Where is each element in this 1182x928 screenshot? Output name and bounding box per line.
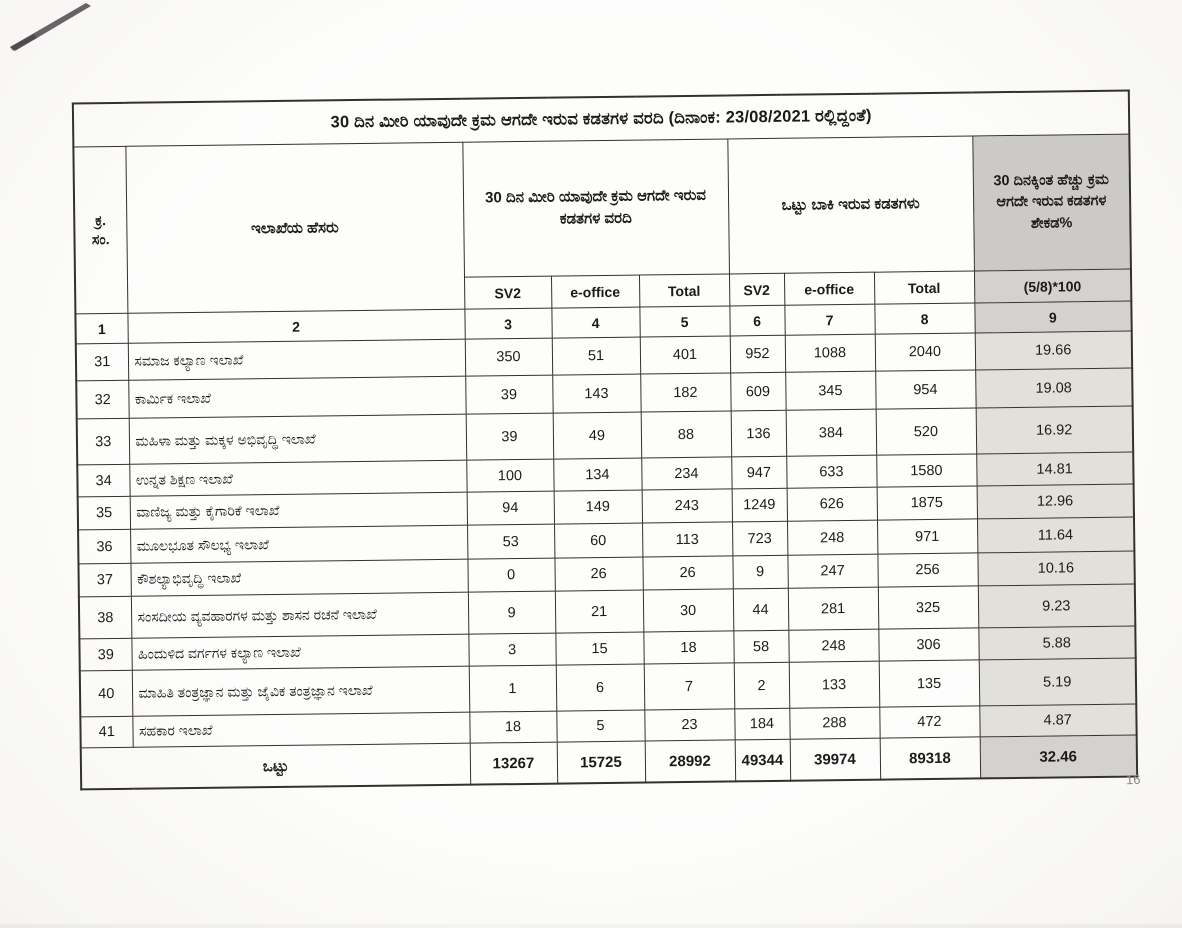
value-cell: 39 — [465, 375, 552, 414]
sub-header-eoffice: e-office — [551, 275, 639, 308]
value-cell: 234 — [641, 457, 731, 490]
value-cell: 472 — [879, 706, 979, 738]
percent-cell: 4.87 — [979, 704, 1136, 737]
value-cell: 281 — [788, 587, 879, 630]
value-cell: 9 — [732, 555, 787, 589]
column-number: 3 — [464, 308, 551, 339]
total-label: ಒಟ್ಟು — [81, 743, 470, 789]
department-name-cell: ಸಮಾಜ ಕಲ್ಯಾಣ ಇಲಾಖೆ — [128, 339, 465, 380]
total-value-cell: 39974 — [790, 738, 881, 781]
serial-cell: 41 — [80, 716, 132, 748]
department-name-cell: ಮಾಹಿತಿ ತಂತ್ರಜ್ಞಾನ ಮತ್ತು ಜೈವಿಕ ತಂತ್ರಜ್ಞಾನ ಇಲಾಖೆ — [132, 666, 470, 716]
value-cell: 26 — [554, 557, 642, 591]
column-number: 6 — [729, 305, 784, 336]
value-cell: 135 — [879, 660, 980, 707]
group-header-pending-30-days: 30 ದಿನ ಮೀರಿ ಯಾವುದೇ ಕ್ರಮ ಆಗದೇ ಇರುವ ಕಡತಗಳ ವರದಿ — [462, 139, 729, 277]
value-cell: 94 — [467, 491, 554, 525]
serial-number-header — [73, 146, 127, 314]
value-cell: 256 — [877, 553, 977, 587]
value-cell: 51 — [552, 337, 640, 375]
pen-mark-artifact — [4, 0, 114, 60]
column-number: 7 — [784, 304, 874, 335]
value-cell: 243 — [642, 489, 732, 523]
total-value-cell: 13267 — [470, 742, 558, 785]
value-cell: 26 — [642, 556, 732, 590]
value-cell: 1088 — [785, 334, 875, 372]
value-cell: 60 — [554, 523, 642, 558]
value-cell: 1875 — [877, 486, 977, 520]
total-value-cell: 49344 — [735, 739, 791, 781]
value-cell: 182 — [640, 373, 730, 412]
percent-cell: 19.66 — [975, 331, 1132, 370]
value-cell: 947 — [731, 456, 786, 489]
department-name-cell: ಮಹಿಳಾ ಮತ್ತು ಮಕ್ಕಳ ಅಭಿವೃದ್ಧಿ ಇಲಾಖೆ — [129, 414, 467, 464]
sub-header-sv2: SV2 — [464, 276, 551, 309]
serial-cell: 34 — [77, 464, 129, 497]
value-cell: 1580 — [876, 454, 976, 487]
report-sheet — [72, 90, 1136, 791]
value-cell: 53 — [467, 524, 554, 559]
value-cell: 136 — [731, 410, 787, 457]
value-cell: 30 — [643, 589, 734, 632]
value-cell: 18 — [469, 711, 556, 743]
sub-header-sv2: SV2 — [729, 273, 784, 306]
value-cell: 39 — [466, 413, 554, 460]
department-name-cell: ಸಹಕಾರ ಇಲಾಖೆ — [132, 712, 469, 747]
value-cell: 971 — [877, 519, 977, 554]
total-value-cell: 89318 — [880, 737, 980, 780]
table-body — [76, 331, 1137, 748]
serial-cell: 39 — [79, 638, 131, 671]
percent-cell: 12.96 — [977, 484, 1134, 519]
group-header-total-pending: ಒಟ್ಟು ಬಾಕಿ ಇರುವ ಕಡತಗಳು — [727, 136, 974, 274]
column-number: 8 — [874, 303, 974, 334]
value-cell: 15 — [555, 632, 643, 665]
value-cell: 44 — [733, 588, 789, 631]
total-value-cell: 28992 — [645, 740, 736, 783]
percent-cell: 5.88 — [978, 626, 1135, 660]
value-cell: 306 — [878, 628, 978, 661]
value-cell: 149 — [554, 490, 642, 524]
percent-cell: 14.81 — [976, 452, 1133, 486]
serial-cell: 32 — [76, 380, 128, 419]
value-cell: 134 — [553, 458, 641, 491]
percent-cell: 11.64 — [977, 517, 1134, 553]
value-cell: 401 — [640, 336, 730, 374]
value-cell: 2040 — [875, 333, 975, 371]
value-cell: 325 — [878, 586, 979, 629]
value-cell: 7 — [644, 663, 735, 710]
value-cell: 113 — [642, 522, 732, 557]
total-percent-cell: 32.46 — [980, 735, 1138, 778]
value-cell: 88 — [641, 411, 732, 458]
value-cell: 21 — [555, 590, 644, 633]
department-name-cell: ವಾಣಿಜ್ಯ ಮತ್ತು ಕೈಗಾರಿಕೆ ಇಲಾಖೆ — [130, 492, 467, 529]
value-cell: 248 — [788, 629, 878, 662]
column-number: 4 — [551, 307, 639, 338]
main-header-row — [73, 134, 1131, 282]
value-cell: 18 — [643, 631, 733, 664]
percent-cell: 9.23 — [978, 584, 1136, 628]
value-cell: 1 — [469, 665, 557, 712]
department-name-cell: ಹಿಂದುಳಿದ ವರ್ಗಗಳ ಕಲ್ಯಾಣ ಇಲಾಖೆ — [131, 634, 468, 670]
department-name-cell: ಮೂಲಭೂತ ಸೌಲಭ್ಯ ಇಲಾಖೆ — [130, 525, 467, 563]
sub-header-eoffice: e-office — [784, 272, 874, 305]
value-cell: 350 — [465, 338, 552, 376]
value-cell: 143 — [552, 374, 640, 413]
serial-cell: 38 — [79, 596, 132, 639]
value-cell: 6 — [556, 664, 645, 711]
department-name-cell: ಉನ್ನತ ಶಿಕ್ಷಣ ಇಲಾಖೆ — [129, 460, 466, 496]
value-cell: 3 — [468, 633, 555, 666]
department-name-cell: ಕೌಶಲ್ಯಾಭಿವೃದ್ಧಿ ಇಲಾಖೆ — [130, 559, 467, 596]
value-cell: 1249 — [732, 488, 787, 522]
value-cell: 58 — [733, 630, 788, 663]
sub-header-percent-formula: (5/8)*100 — [974, 269, 1131, 303]
serial-header-line1: ಕ್ರ. — [95, 212, 107, 229]
column-number: 5 — [639, 306, 729, 337]
serial-cell: 33 — [77, 418, 130, 465]
value-cell: 288 — [789, 707, 879, 739]
column-number: 9 — [974, 301, 1131, 333]
value-cell: 248 — [787, 520, 877, 555]
value-cell: 5 — [556, 710, 644, 742]
value-cell: 723 — [732, 521, 787, 556]
sub-header-total: Total — [639, 274, 729, 307]
percent-cell: 5.19 — [979, 658, 1137, 706]
value-cell: 633 — [786, 455, 876, 488]
value-cell: 2 — [734, 662, 790, 709]
percent-cell: 16.92 — [976, 406, 1134, 454]
serial-cell: 37 — [78, 563, 130, 597]
percent-header: 30 ದಿನಕ್ಕಿಂತ ಹೆಚ್ಚು ಕ್ರಮ ಆಗದೇ ಇರುವ ಕಡತಗಳ ಶೇಕಡ% — [972, 134, 1131, 271]
value-cell: 345 — [785, 371, 875, 410]
page-number: 16 — [1125, 771, 1141, 788]
column-number: 1 — [75, 313, 127, 344]
percent-cell: 10.16 — [977, 551, 1134, 586]
total-value-cell: 15725 — [557, 741, 646, 784]
serial-cell: 40 — [80, 670, 133, 717]
sub-header-total: Total — [874, 271, 974, 304]
serial-cell: 36 — [78, 529, 130, 564]
scan-edge-noise — [0, 924, 1182, 928]
value-cell: 609 — [730, 372, 785, 411]
value-cell: 23 — [644, 709, 734, 741]
serial-header-line2: ಸಂ. — [91, 231, 110, 248]
column-number: 2 — [127, 309, 464, 343]
department-name-header: ಇಲಾಖೆಯ ಹೆಸರು — [125, 142, 464, 313]
value-cell: 49 — [553, 412, 642, 459]
pending-files-table — [72, 90, 1138, 791]
value-cell: 952 — [730, 335, 785, 373]
value-cell: 0 — [467, 558, 554, 592]
value-cell: 9 — [468, 591, 556, 634]
value-cell: 520 — [876, 408, 977, 455]
serial-cell: 35 — [78, 496, 130, 530]
value-cell: 384 — [786, 409, 877, 456]
department-name-cell: ಕಾರ್ಮಿಕ ಇಲಾಖೆ — [128, 376, 465, 418]
value-cell: 100 — [466, 459, 553, 492]
report-title: 30 ದಿನ ಮೀರಿ ಯಾವುದೇ ಕ್ರಮ ಆಗದೇ ಇರುವ ಕಡತಗಳ ವರದಿ (ದಿನಾಂಕ: 23/08/2021 ರಲ್ಲಿದ್ದಂತೆ) — [73, 91, 1129, 147]
value-cell: 954 — [875, 370, 975, 409]
department-name-cell: ಸಂಸದೀಯ ವ್ಯವಹಾರಗಳ ಮತ್ತು ಶಾಸನ ರಚನೆ ಇಲಾಖೆ — [131, 592, 468, 638]
value-cell: 184 — [734, 708, 789, 740]
percent-cell: 19.08 — [975, 368, 1132, 408]
value-cell: 247 — [787, 554, 877, 588]
serial-cell: 31 — [76, 343, 128, 381]
value-cell: 133 — [789, 661, 880, 708]
value-cell: 626 — [787, 487, 877, 521]
